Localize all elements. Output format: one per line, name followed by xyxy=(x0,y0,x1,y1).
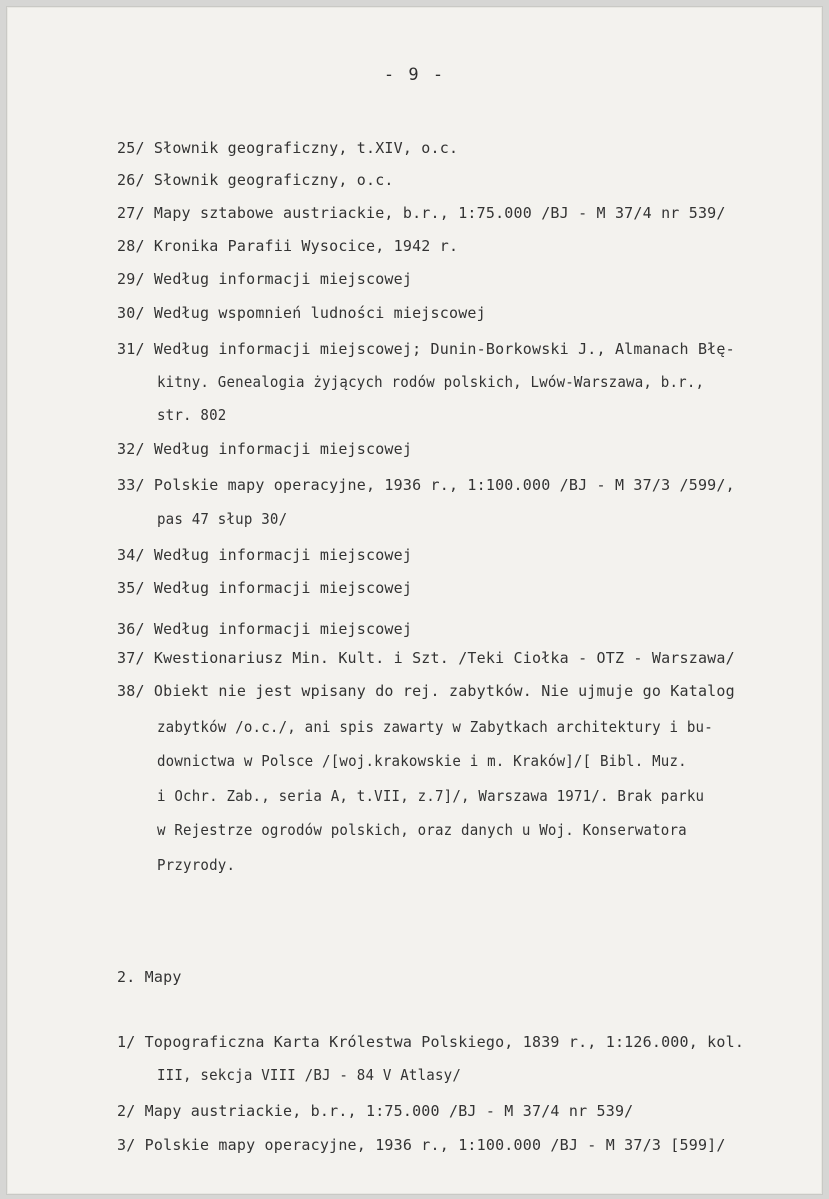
footnote-31-cont: str. 802 xyxy=(157,406,227,424)
map-entry-1-cont: III, sekcja VIII /BJ - 84 V Atlasy/ xyxy=(157,1066,462,1084)
map-entry-3: 3/ Polskie mapy operacyjne, 1936 r., 1:100.000 /BJ - M 37/3 [599]/ xyxy=(117,1136,726,1154)
page-number: - 9 - xyxy=(383,65,446,85)
footnote-26: 26/ Słownik geograficzny, o.c. xyxy=(117,171,394,189)
footnote-38-cont: i Ochr. Zab., seria A, t.VII, z.7]/, Warszawa 1971/. Brak parku xyxy=(157,787,705,805)
document-page xyxy=(6,6,823,1195)
section-heading-maps: 2. Mapy xyxy=(117,968,182,986)
footnote-38-cont: Przyrody. xyxy=(157,856,236,874)
footnote-38: 38/ Obiekt nie jest wpisany do rej. zabytków. Nie ujmuje go Katalog xyxy=(117,682,735,700)
footnote-33-cont: pas 47 słup 30/ xyxy=(157,510,288,528)
footnote-31: 31/ Według informacji miejscowej; Dunin-Borkowski J., Almanach Błę- xyxy=(117,340,735,358)
footnote-34: 34/ Według informacji miejscowej xyxy=(117,546,413,564)
footnote-28: 28/ Kronika Parafii Wysocice, 1942 r. xyxy=(117,237,459,255)
footnote-36: 36/ Według informacji miejscowej xyxy=(117,620,413,638)
footnote-38-cont: w Rejestrze ogrodów polskich, oraz danych u Woj. Konserwatora xyxy=(157,821,687,839)
map-entry-1: 1/ Topograficzna Karta Królestwa Polskiego, 1839 r., 1:126.000, kol. xyxy=(117,1033,745,1051)
footnote-32: 32/ Według informacji miejscowej xyxy=(117,440,413,458)
map-entry-2: 2/ Mapy austriackie, b.r., 1:75.000 /BJ - M 37/4 nr 539/ xyxy=(117,1102,634,1120)
footnote-35: 35/ Według informacji miejscowej xyxy=(117,579,413,597)
footnote-38-cont: downictwa w Polsce /[woj.krakowskie i m. Kraków]/[ Bibl. Muz. xyxy=(157,752,687,770)
footnote-33: 33/ Polskie mapy operacyjne, 1936 r., 1:100.000 /BJ - M 37/3 /599/, xyxy=(117,476,735,494)
footnote-30: 30/ Według wspomnień ludności miejscowej xyxy=(117,304,486,322)
footnote-37: 37/ Kwestionariusz Min. Kult. i Szt. /Teki Ciołka - OTZ - Warszawa/ xyxy=(117,649,735,667)
footnote-25: 25/ Słownik geograficzny, t.XIV, o.c. xyxy=(117,139,459,157)
footnote-31-cont: kitny. Genealogia żyjących rodów polskich, Lwów-Warszawa, b.r., xyxy=(157,373,705,391)
footnote-29: 29/ Według informacji miejscowej xyxy=(117,270,413,288)
footnote-27: 27/ Mapy sztabowe austriackie, b.r., 1:75.000 /BJ - M 37/4 nr 539/ xyxy=(117,204,726,222)
footnote-38-cont: zabytków /o.c./, ani spis zawarty w Zabytkach architektury i bu- xyxy=(157,718,713,736)
